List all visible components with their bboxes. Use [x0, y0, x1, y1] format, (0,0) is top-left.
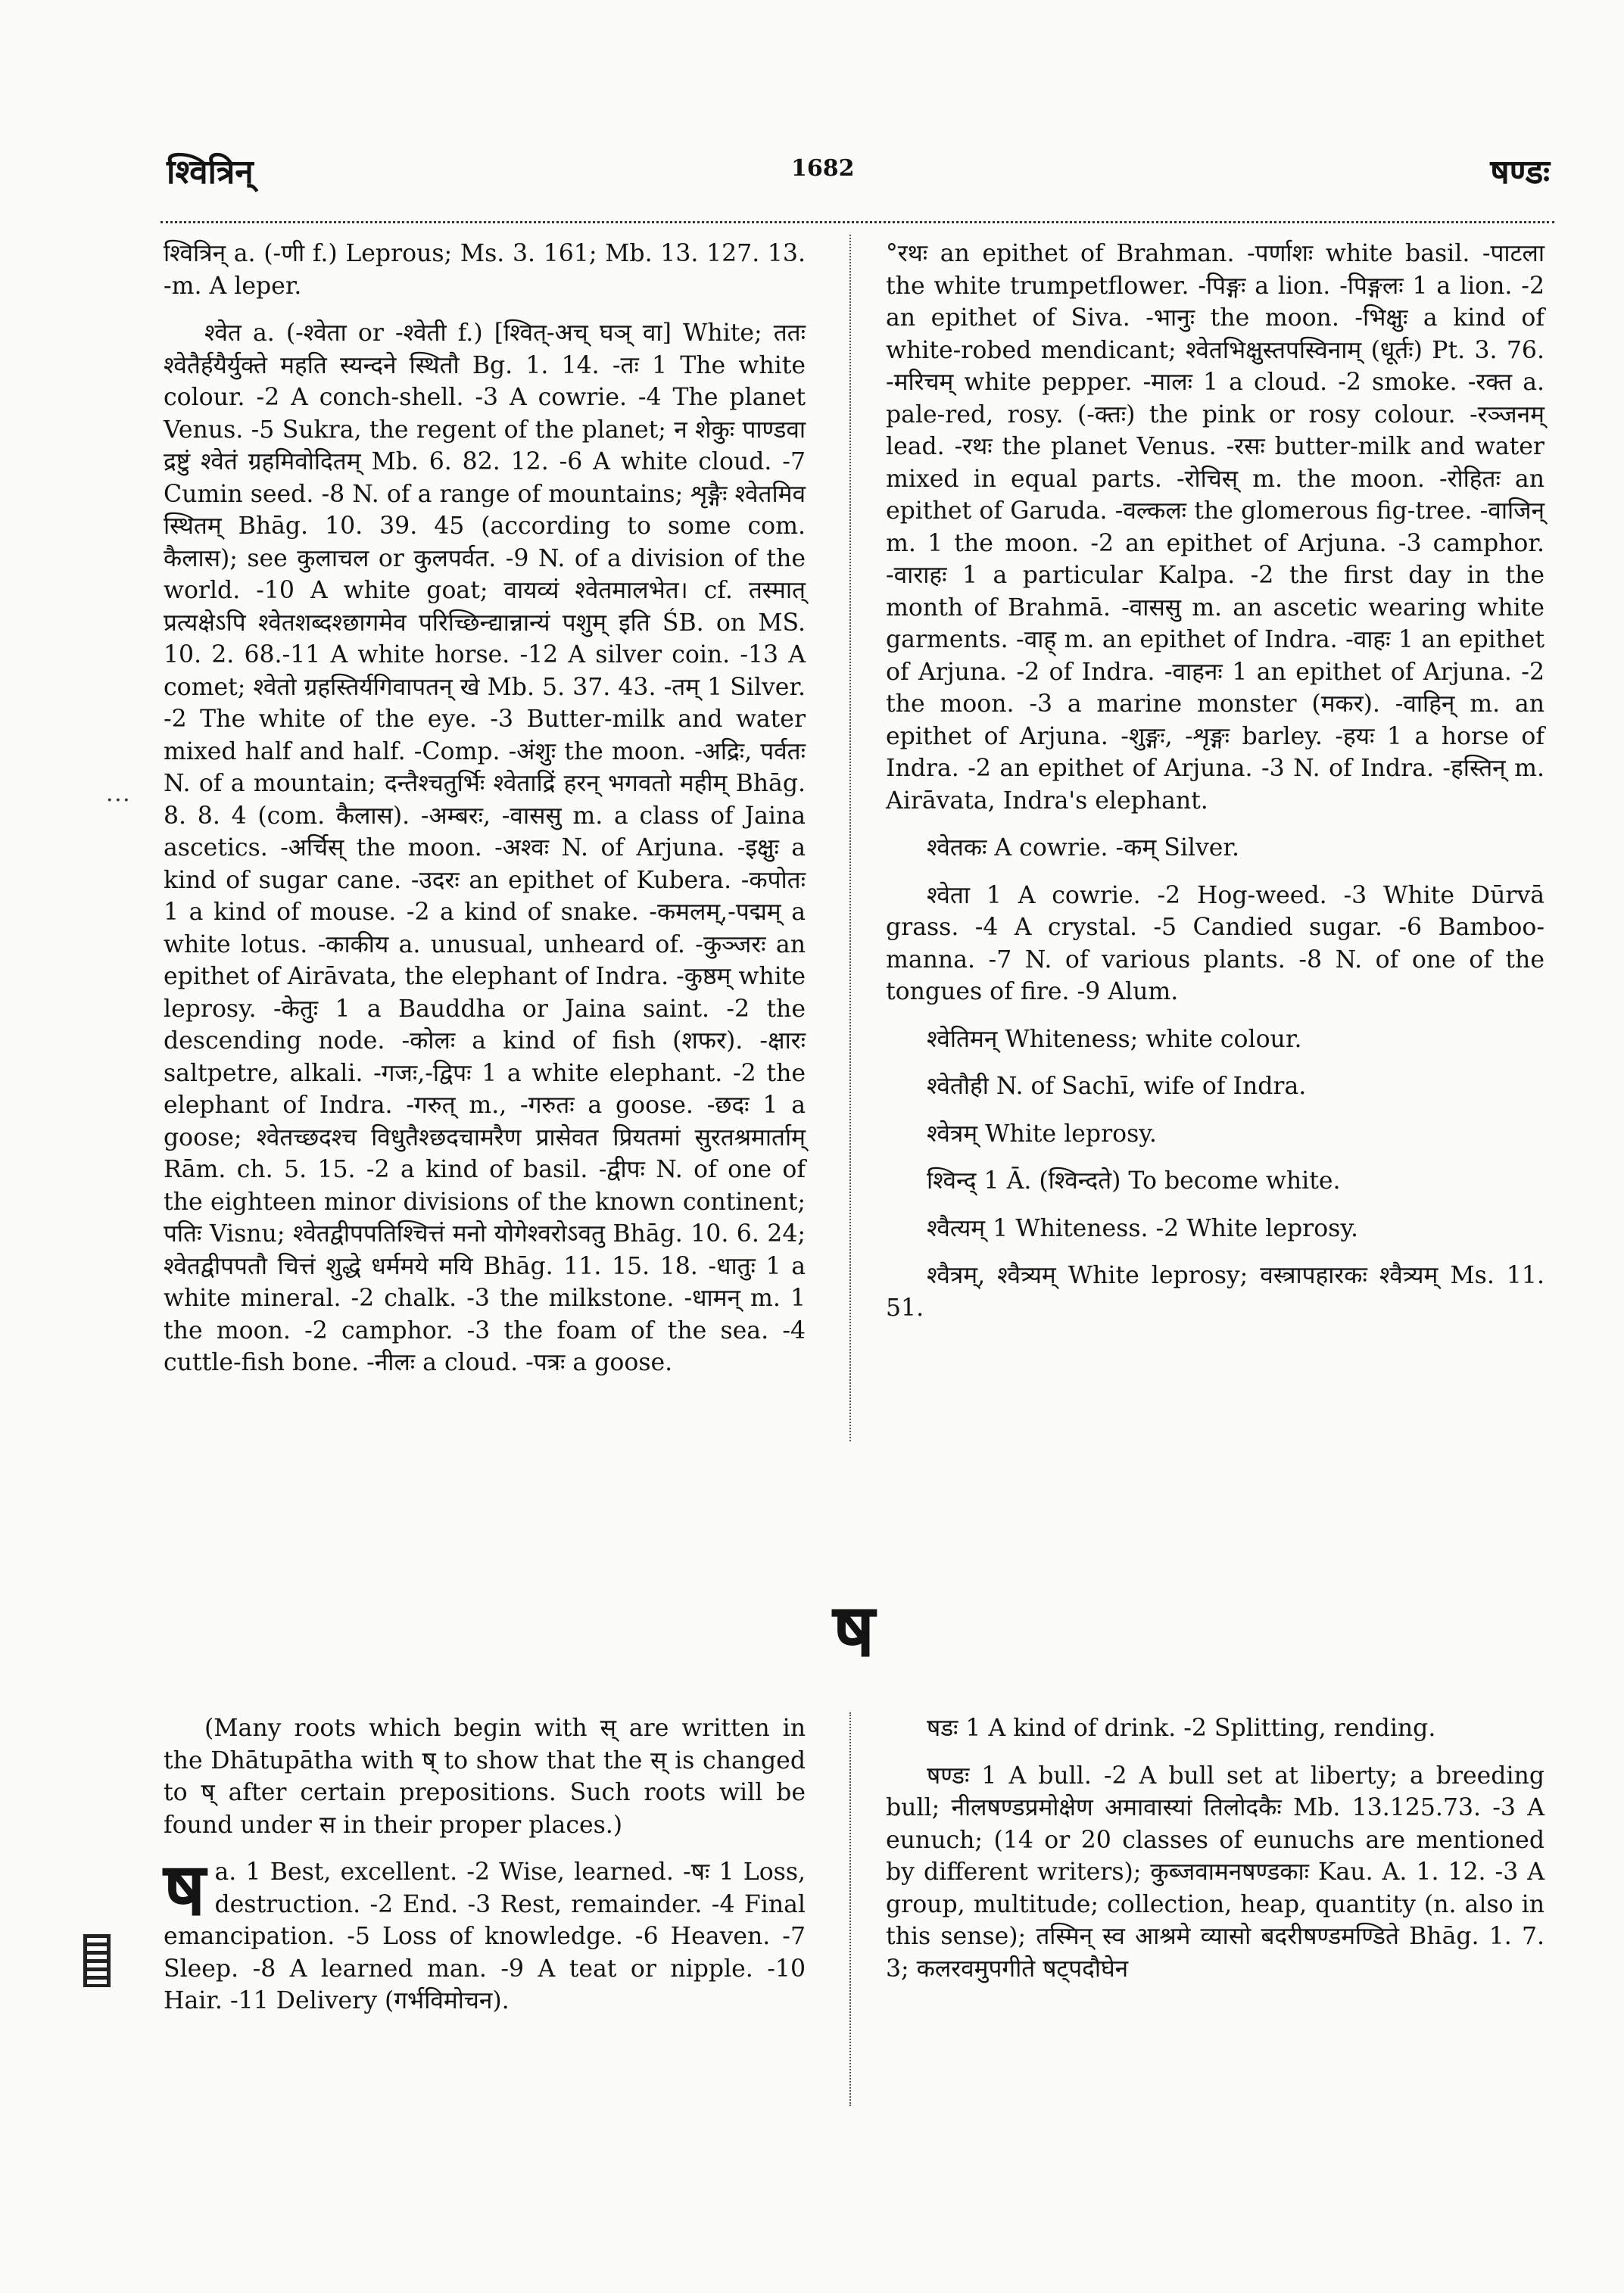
- running-head-right: षण्डः: [1490, 153, 1550, 192]
- page-number: 1682: [791, 155, 855, 182]
- running-head-left: श्वित्रिन्: [167, 153, 254, 192]
- entry-shanda: षण्डः 1 A bull. -2 A bull set at liberty; a breeding bull; नीलषण्डप्रमोक्षेण अमावास्यां तिलोदकैः Mb. 13.125.73. -3 A eunuch; (14 or 20 classes of eunuchs are mentioned by different writers); कुब्जवामनषण्डकाः Kau. A. 1. 12. -3 A group, multitude; collection, heap, quantity (n. also in this sense); तस्मिन् स्व आश्रमे व्यासो बदरीषण्डमण्डिते Bhāg. 1. 7. 3; कलरवमुपगीते षट्पदौघेन: [886, 1762, 1545, 1983]
- entry-shvetaka: श्वेतकः A cowrie. -कम् Silver.: [927, 834, 1240, 861]
- entry-sha-text: a. 1 Best, excellent. -2 Wise, learned. -षः 1 Loss, destruction. -2 End. -3 Rest, remainder. -4 Final emancipation. -5 Loss of knowledge. -6 Heaven. -7 Sleep. -8 A learned man. -9 A teat or nipple. -10 Hair. -11 Delivery (गर्भविमोचन).: [164, 1858, 806, 2014]
- entry-shvetram: श्वेत्रम् White leprosy.: [927, 1120, 1157, 1148]
- column-right-top: [886, 238, 1545, 1339]
- entry-shvitrin: श्वित्रिन् a. (-णी f.) Leprous; Ms. 3. 161; Mb. 13. 127. 13. -m. A leper.: [164, 240, 806, 300]
- entry-shada: षडः 1 A kind of drink. -2 Splitting, rending.: [927, 1715, 1436, 1742]
- thumb-index-mark: [83, 1934, 111, 1987]
- section-letter: ष: [833, 1587, 875, 1673]
- column-right-bottom: [886, 1712, 1545, 2000]
- header-rule: [161, 221, 1554, 223]
- entry-shveta: श्वेत a. (-श्वेता or -श्वेती f.) [श्वित्-अच् घञ् वा] White; ततः श्वेतैर्हयैर्युक्ते महति स्यन्दने स्थितौ Bg. 1. 14. -तः 1 The white colour. -2 A conch-shell. -3 A cowrie. -4 The planet Venus. -5 Sukra, the regent of the planet; न शेकुः पाण्डवा द्रष्टुं श्वेतं ग्रहमिवोदितम् Mb. 6. 82. 12. -6 A white cloud. -7 Cumin seed. -8 N. of a range of mountains; शृङ्गैः श्वेतमिव स्थितम् Bhāg. 10. 39. 45 (according to some com. कैलास); see कुलाचल or कुलपर्वत. -9 N. of a division of the world. -10 A white goat; वायव्यं श्वेतमालभेत। cf. तस्मात् प्रत्यक्षेऽपि श्वेतशब्दश्छागमेव परिच्छिन्द्यान्नान्यं पशुम् इति ŚB. on MS. 10. 2. 68.-11 A white horse. -12 A silver coin. -13 A comet; श्वेतो ग्रहस्तिर्यगिवापतन् खे Mb. 5. 37. 43. -तम् 1 Silver. -2 The white of the eye. -3 Butter-milk and water mixed half and half. -Comp. -अंशुः the moon. -अद्रिः, पर्वतः N. of a mountain; दन्तैश्चतुर्भिः श्वेताद्रिं हरन् भगवतो महीम् Bhāg. 8. 8. 4 (com. कैलास). -अम्बरः, -वाससु m. a class of Jaina ascetics. -अर्चिस् the moon. -अश्वः N. of Arjuna. -इक्षुः a kind of sugar cane. -उदरः an epithet of Kubera. -कपोतः 1 a kind of mouse. -2 a kind of snake. -कमलम्,-पद्मम् a white lotus. -काकीय a. unusual, unheard of. -कुञ्जरः an epithet of Airāvata, the elephant of Indra. -कुष्ठम् white leprosy. -केतुः 1 a Bauddha or Jaina saint. -2 the descending node. -कोलः a kind of fish (शफर). -क्षारः saltpetre, alkali. -गजः,-द्विपः 1 a white elephant. -2 the elephant of Indra. -गरुत् m., -गरुतः a goose. -छदः 1 a goose; श्वेतच्छदश्च विधुतैश्छदचामरैण प्रासेवत प्रियतमां सुरतश्रमार्ताम् Rām. ch. 5. 15. -2 a kind of basil. -द्वीपः N. of one of the eighteen minor divisions of the known continent; पतिः Visnu; श्वेतद्वीपपतिश्चित्तं मनो योगेश्वरोऽवतु Bhāg. 10. 6. 24; श्वेतद्वीपपतौ चित्तं शुद्धे धर्ममये मयि Bhāg. 11. 15. 18. -धातुः 1 a white mineral. -2 chalk. -3 the milkstone. -धामन् m. 1 the moon. -2 camphor. -3 the foam of the sea. -4 cuttle-fish bone. -नीलः a cloud. -पत्रः a goose.: [164, 319, 806, 1376]
- entry-continued: °रथः an epithet of Brahman. -पर्णाशः white basil. -पाटला the white trumpetflower. -पिङ्गः a lion. -पिङ्गलः 1 a lion. -2 an epithet of Siva. -भानुः the moon. -भिक्षुः a kind of white-robed mendicant; श्वेतभिक्षुस्तपस्विनाम् (धूर्तः) Pt. 3. 76. -मरिचम् white pepper. -मालः 1 a cloud. -2 smoke. -रक्त a. pale-red, rosy. (-क्तः) the pink or rosy colour. -रञ्जनम् lead. -रथः the planet Venus. -रसः butter-milk and water mixed in equal parts. -रोचिस् m. the moon. -रोहितः an epithet of Garuda. -वल्कलः the glomerous fig-tree. -वाजिन् m. 1 the moon. -2 an epithet of Arjuna. -3 camphor. -वाराहः 1 a particular Kalpa. -2 the first day in the month of Brahmā. -वाससु m. an ascetic wearing white garments. -वाह् m. an epithet of Indra. -वाहः 1 an epithet of Arjuna. -2 of Indra. -वाहनः 1 an epithet of Arjuna. -2 the moon. -3 a marine monster (मकर). -वाहिन् m. an epithet of Arjuna. -शुङ्गः, -शृङ्गः barley. -हयः 1 a horse of Indra. -2 an epithet of Arjuna. -3 N. of Indra. -हस्तिन् m. Airāvata, Indra's elephant.: [886, 240, 1545, 815]
- drop-cap: ष: [164, 1846, 206, 1932]
- entry-shvetauhi: श्वेतौही N. of Sachī, wife of Indra.: [927, 1073, 1307, 1100]
- entry-sha: [164, 1846, 806, 2017]
- entry-shvetiman: श्वेतिमन् Whiteness; white colour.: [927, 1025, 1302, 1053]
- entry-shveta-f: श्वेता 1 A cowrie. -2 Hog-weed. -3 White Dūrvā grass. -4 A crystal. -5 Candied sugar. -6 Bamboo-manna. -7 N. of various plants. -8 N. of one of the tongues of fire. -9 Alum.: [886, 881, 1545, 1005]
- entry-shvind: श्विन्द् 1 Ā. (श्विन्दते) To become white.: [927, 1167, 1341, 1195]
- column-left-bottom: [164, 1712, 806, 2033]
- column-divider: [849, 235, 851, 1441]
- column-left-top: [164, 238, 806, 1394]
- column-divider-bottom: [849, 1712, 851, 2106]
- entry-shvaityam: श्वैत्यम् 1 Whiteness. -2 White leprosy.: [927, 1214, 1358, 1242]
- section-note: (Many roots which begin with स् are written in the Dhātupātha with ष् to show that the स् is changed to ष् after certain prepositions. Such roots will be found under स in their proper places.): [164, 1715, 806, 1839]
- margin-mark: · · ·: [106, 787, 127, 814]
- entry-shvaitram: श्वैत्रम्, श्वैत्र्यम् White leprosy; वस्त्रापहारकः श्वैत्र्यम् Ms. 11. 51.: [886, 1262, 1545, 1322]
